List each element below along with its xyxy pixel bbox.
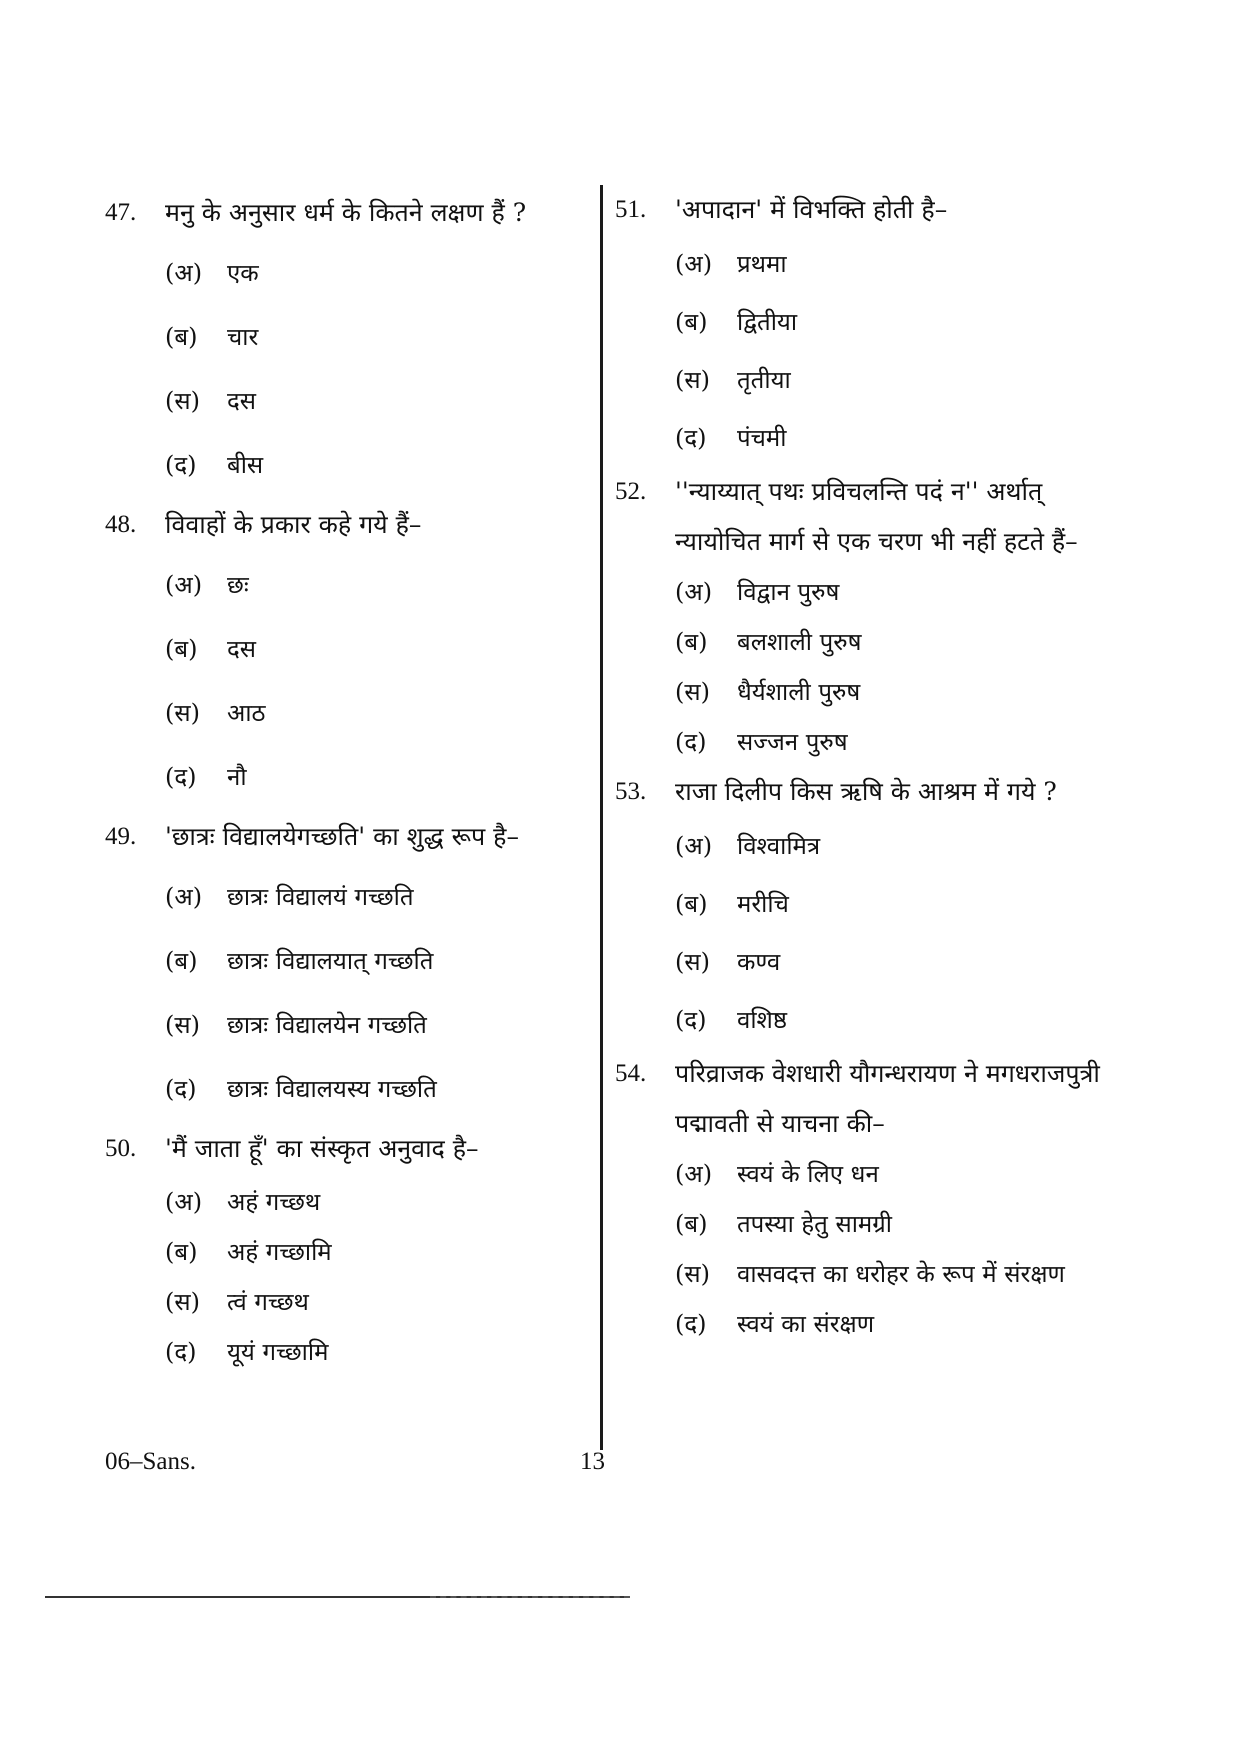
option-text: छात्रः विद्यालयात् गच्छति [227, 947, 434, 975]
option-text: स्वयं के लिए धन [737, 1160, 879, 1188]
options-list [105, 241, 595, 497]
options-list [615, 1149, 1100, 1349]
question-47 [105, 185, 595, 497]
bottom-rule-dashed [430, 1596, 630, 1598]
question-number: 48. [105, 511, 137, 538]
option [675, 933, 1100, 991]
option-label: (द) [675, 424, 707, 452]
options-list [105, 553, 595, 809]
question-text: 'अपादान' में विभक्ति होती है– [675, 195, 948, 224]
option-label: (ब) [165, 1238, 198, 1266]
option [675, 1199, 1100, 1249]
option-text: प्रथमा [737, 250, 787, 278]
option [675, 567, 1100, 617]
option-label: (ब) [675, 628, 708, 656]
option-label: (अ) [675, 250, 713, 278]
question-number: 54. [615, 1060, 647, 1087]
options-list [105, 865, 595, 1121]
options-list [615, 817, 1100, 1049]
option [675, 617, 1100, 667]
option [165, 369, 595, 433]
option-label: (स) [165, 1288, 200, 1316]
option-text: छात्रः विद्यालयस्य गच्छति [227, 1075, 437, 1103]
option [675, 351, 1100, 409]
options-list [105, 1177, 595, 1377]
option [675, 235, 1100, 293]
paper-code: 06–Sans. [105, 1448, 196, 1475]
option [675, 817, 1100, 875]
option-text: त्वं गच्छथ [227, 1288, 309, 1316]
option [165, 433, 595, 497]
option-text: नौ [227, 763, 247, 791]
option [165, 1057, 595, 1121]
column-divider [600, 185, 603, 1450]
question-text: 'छात्रः विद्यालयेगच्छति' का शुद्ध रूप है– [165, 822, 519, 851]
question-51 [615, 185, 1100, 467]
option [165, 865, 595, 929]
option-text: द्वितीया [737, 308, 798, 336]
option-text: छः [227, 571, 249, 599]
right-column [615, 185, 1100, 1349]
option [165, 993, 595, 1057]
option-label: (अ) [165, 883, 203, 911]
option [165, 1327, 595, 1377]
option-text: चार [227, 323, 259, 351]
option [165, 241, 595, 305]
option-label: (ब) [675, 890, 708, 918]
option-text: छात्रः विद्यालयेन गच्छति [227, 1011, 427, 1039]
option-label: (द) [675, 728, 707, 756]
option-label: (ब) [675, 1210, 708, 1238]
option-text: स्वयं का संरक्षण [737, 1310, 875, 1338]
option-text: विश्वामित्र [737, 832, 821, 860]
option [165, 681, 595, 745]
option-text: छात्रः विद्यालयं गच्छति [227, 883, 414, 911]
option-text: कण्व [737, 948, 781, 976]
option-text: बलशाली पुरुष [737, 628, 862, 656]
option [675, 293, 1100, 351]
option [165, 1227, 595, 1277]
option-text: तृतीया [737, 366, 791, 394]
option [675, 717, 1100, 767]
question-52 [615, 467, 1100, 767]
question-number: 51. [615, 196, 647, 223]
option-label: (अ) [165, 1188, 203, 1216]
option-label: (द) [675, 1310, 707, 1338]
question-text: 'मैं जाता हूँ' का संस्कृत अनुवाद है– [165, 1134, 479, 1163]
question-number: 53. [615, 778, 647, 805]
question-text: मनु के अनुसार धर्म के कितने लक्षण हैं ? [165, 198, 527, 227]
option-label: (द) [675, 1006, 707, 1034]
option-text: वशिष्ठ [737, 1006, 788, 1034]
option-label: (ब) [165, 635, 198, 663]
option-label: (स) [675, 678, 710, 706]
option-text: आठ [227, 699, 266, 727]
question-50 [105, 1121, 595, 1377]
option-label: (अ) [675, 578, 713, 606]
option-label: (स) [675, 1260, 710, 1288]
option-label: (स) [675, 948, 710, 976]
option-label: (अ) [165, 571, 203, 599]
option [165, 305, 595, 369]
option-label: (ब) [165, 947, 198, 975]
option [675, 991, 1100, 1049]
option [165, 1177, 595, 1227]
options-list [615, 567, 1100, 767]
question-text: परिव्राजक वेशधारी यौगन्धरायण ने मगधराजपुत्री पद्मावती से याचना की– [675, 1059, 1100, 1138]
option-text: सज्जन पुरुष [737, 728, 848, 756]
question-text: ''न्याय्यात् पथः प्रविचलन्ति पदं न'' अर्थात् न्यायोचित मार्ग से एक चरण भी नहीं हटते हैं– [675, 477, 1078, 556]
option-label: (अ) [165, 259, 203, 287]
option-label: (द) [165, 763, 197, 791]
option [675, 1149, 1100, 1199]
option-label: (स) [675, 366, 710, 394]
question-54 [615, 1049, 1100, 1349]
option-label: (द) [165, 1075, 197, 1103]
option-text: अहं गच्छथ [227, 1188, 321, 1216]
option-text: वासवदत्त का धरोहर के रूप में संरक्षण [737, 1260, 1065, 1288]
option-text: बीस [227, 451, 264, 479]
question-53 [615, 767, 1100, 1049]
option-label: (स) [165, 1011, 200, 1039]
option [165, 553, 595, 617]
question-text: राजा दिलीप किस ऋषि के आश्रम में गये ? [675, 777, 1057, 806]
option-text: एक [227, 259, 259, 287]
page-number: 13 [580, 1448, 605, 1475]
option [675, 667, 1100, 717]
option [675, 409, 1100, 467]
option-text: मरीचि [737, 890, 789, 918]
question-number: 47. [105, 199, 137, 226]
option-label: (ब) [165, 323, 198, 351]
option-label: (द) [165, 1338, 197, 1366]
question-49 [105, 809, 595, 1121]
option-text: दस [227, 387, 256, 415]
question-number: 50. [105, 1135, 137, 1162]
option-label: (अ) [675, 1160, 713, 1188]
question-48 [105, 497, 595, 809]
option [165, 929, 595, 993]
option-text: धैर्यशाली पुरुष [737, 678, 861, 706]
option [165, 617, 595, 681]
question-text: विवाहों के प्रकार कहे गये हैं– [165, 510, 422, 539]
option [675, 1299, 1100, 1349]
option-label: (स) [165, 699, 200, 727]
question-number: 52. [615, 478, 647, 505]
option-text: यूयं गच्छामि [227, 1338, 329, 1366]
option-label: (द) [165, 451, 197, 479]
option [675, 875, 1100, 933]
option-text: पंचमी [737, 424, 787, 452]
option-text: विद्वान पुरुष [737, 578, 840, 606]
option-label: (अ) [675, 832, 713, 860]
option-label: (स) [165, 387, 200, 415]
option-label: (ब) [675, 308, 708, 336]
options-list [615, 235, 1100, 467]
option-text: तपस्या हेतु सामग्री [737, 1210, 893, 1238]
option [165, 745, 595, 809]
option-text: दस [227, 635, 256, 663]
question-number: 49. [105, 823, 137, 850]
option [165, 1277, 595, 1327]
left-column [105, 185, 595, 1377]
option-text: अहं गच्छामि [227, 1238, 332, 1266]
option [675, 1249, 1100, 1299]
